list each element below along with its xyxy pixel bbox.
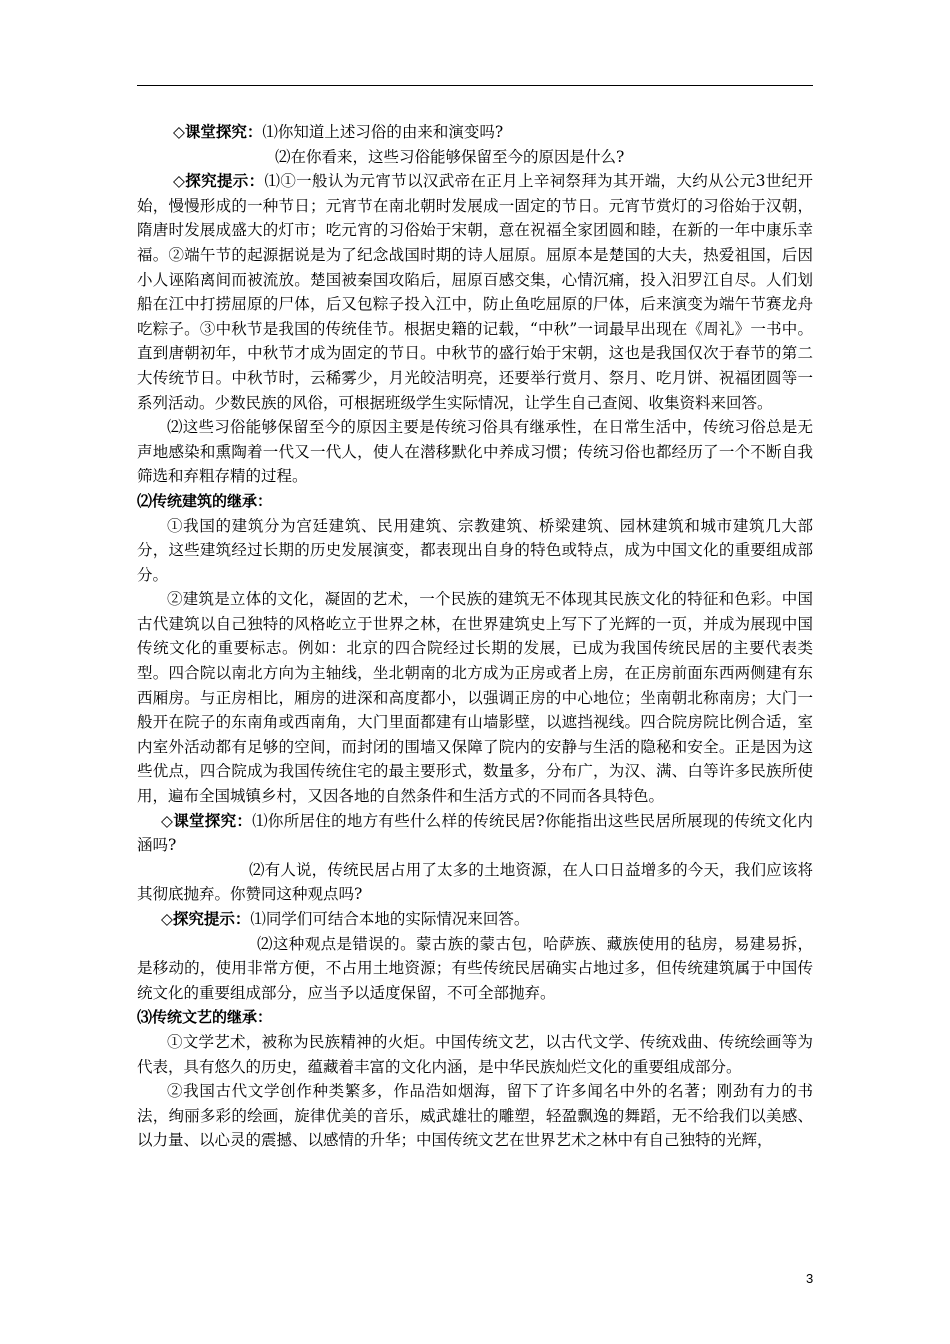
hint-paragraph-1 (137, 169, 813, 415)
explore-question-3 (137, 809, 813, 858)
explore-label-2: ◇课堂探究： (161, 810, 253, 830)
explore-question-4: ⑵有人说，传统民居占用了太多的土地资源，在人口日益增多的今天，我们应该将其彻底抛弃。你赞同这种观点吗? (137, 860, 813, 904)
arts-paragraph-2: ②我国古代文学创作种类繁多，作品浩如烟海，留下了许多闻名中外的名著；刚劲有力的书法，绚丽多彩的绘画，旋律优美的音乐，威武雄壮的雕塑，轻盈飘逸的舞蹈，无不给我们以美感、以力量、以心灵的震撼、以感情的升华；中国传统文艺在世界艺术之林中有自己独特的光辉， (137, 1082, 813, 1150)
explore-q1-text: ⑴你知道上述习俗的由来和演变吗? (262, 123, 504, 141)
architecture-paragraph-1: ①我国的建筑分为宫廷建筑、民用建筑、宗教建筑、桥梁建筑、园林建筑和城市建筑几大部分，这些建筑经过长期的历史发展演变，都表现出自身的特色或特点，成为中国文化的重要组成部分。 (137, 516, 813, 584)
hint-p1-text: ⑴①一般认为元宵节以汉武帝在正月上辛祠祭拜为其开端，大约从公元3世纪开始，慢慢形成的一种节日；元宵节在南北朝时发展成一固定的节日。元宵节赏灯的习俗始于汉朝，隋唐时发展成盛大的灯市；吃元宵的习俗始于宋朝，意在祝福全家团圆和睦，在新的一年中康乐幸福。②端午节的起源据说是为了纪念战国时期的诗人屈原。屈原本是楚国的大夫，热爱祖国，后因小人诬陷离间而被流放。楚国被秦国攻陷后，屈原百感交集，心情沉痛，投入汨罗江自尽。人们划船在江中打捞屈原的尸体，后又包粽子投入江中，防止鱼吃屈原的尸体，后来演变为端午节赛龙舟吃粽子。③中秋节是我国的传统佳节。根据史籍的记载，“中秋”一词最早出现在《周礼》一书中。直到唐朝初年，中秋节才成为固定的节日。中秋节的盛行始于宋朝，这也是我国仅次于春节的第二大传统节日。中秋节时，云稀雾少，月光皎洁明亮，还要举行赏月、祭月、吃月饼、祝福团圆等一系列活动。少数民族的风俗，可根据班级学生实际情况，让学生自己查阅、收集资料来回答。 (137, 172, 813, 412)
explore-label: ◇课堂探究： (173, 122, 263, 141)
section-heading-architecture: ⑵传统建筑的继承： (137, 491, 273, 510)
header-rule (137, 85, 813, 86)
explore-question-1 (137, 120, 813, 145)
page-content (137, 120, 813, 1153)
hint-paragraph-4: ⑵这种观点是错误的。蒙古族的蒙古包，哈萨族、藏族使用的毡房，易建易拆，是移动的，使用非常方便，不占用土地资源；有些传统民居确实占地过多，但传统建筑属于中国传统文化的重要组成部分，应当予以适度保留，不可全部抛弃。 (137, 934, 813, 1002)
architecture-paragraph-2: ②建筑是立体的文化，凝固的艺术，一个民族的建筑无不体现其民族文化的特征和色彩。中国古代建筑以自己独特的风格屹立于世界之林，在世界建筑史上写下了光辉的一页，并成为展现中国传统文化的重要标志。例如：北京的四合院经过长期的发展，已成为我国传统民居的主要代表类型。四合院以南北方向为主轴线，坐北朝南的北方成为正房或者上房，在正房前面东西两侧建有东西厢房。与正房相比，厢房的进深和高度都小，以强调正房的中心地位；坐南朝北称南房；大门一般开在院子的东南角或西南角，大门里面都建有山墙影壁，以遮挡视线。四合院房院比例合适，室内室外活动都有足够的空间，而封闭的围墙又保障了院内的安静与生活的隐秘和安全。正是因为这些优点，四合院成为我国传统住宅的最主要形式，数量多，分布广，为汉、满、白等许多民族所使用，遍布全国城镇乡村，又因各地的自然条件和生活方式的不同而各具特色。 (137, 590, 813, 806)
hint-paragraph-2: ⑵这些习俗能够保留至今的原因主要是传统习俗具有继承性，在日常生活中，传统习俗总是无声地感染和熏陶着一代又一代人，使人在潜移默化中养成习惯；传统习俗也都经历了一个不断自我筛选和弃粗存精的过程。 (137, 418, 813, 486)
explore-q3-text: ⑴你所居住的地方有些什么样的传统民居?你能指出这些民居所展现的传统文化内涵吗? (137, 811, 813, 855)
section-heading-arts: ⑶传统文艺的继承： (137, 1008, 273, 1027)
hint-p3-text: ⑴同学们可结合本地的实际情况来回答。 (250, 910, 530, 928)
explore-question-2: ⑵在你看来，这些习俗能够保留至今的原因是什么? (275, 147, 625, 166)
hint-label: ◇探究提示： (173, 171, 265, 191)
page-number: 3 (806, 1271, 814, 1286)
hint-label-2: ◇探究提示： (161, 909, 251, 928)
hint-paragraph-3 (137, 907, 813, 932)
arts-paragraph-1: ①文学艺术，被称为民族精神的火炬。中国传统文艺，以古代文学、传统戏曲、传统绘画等为代表，具有悠久的历史，蕴藏着丰富的文化内涵，是中华民族灿烂文化的重要组成部分。 (137, 1032, 813, 1076)
